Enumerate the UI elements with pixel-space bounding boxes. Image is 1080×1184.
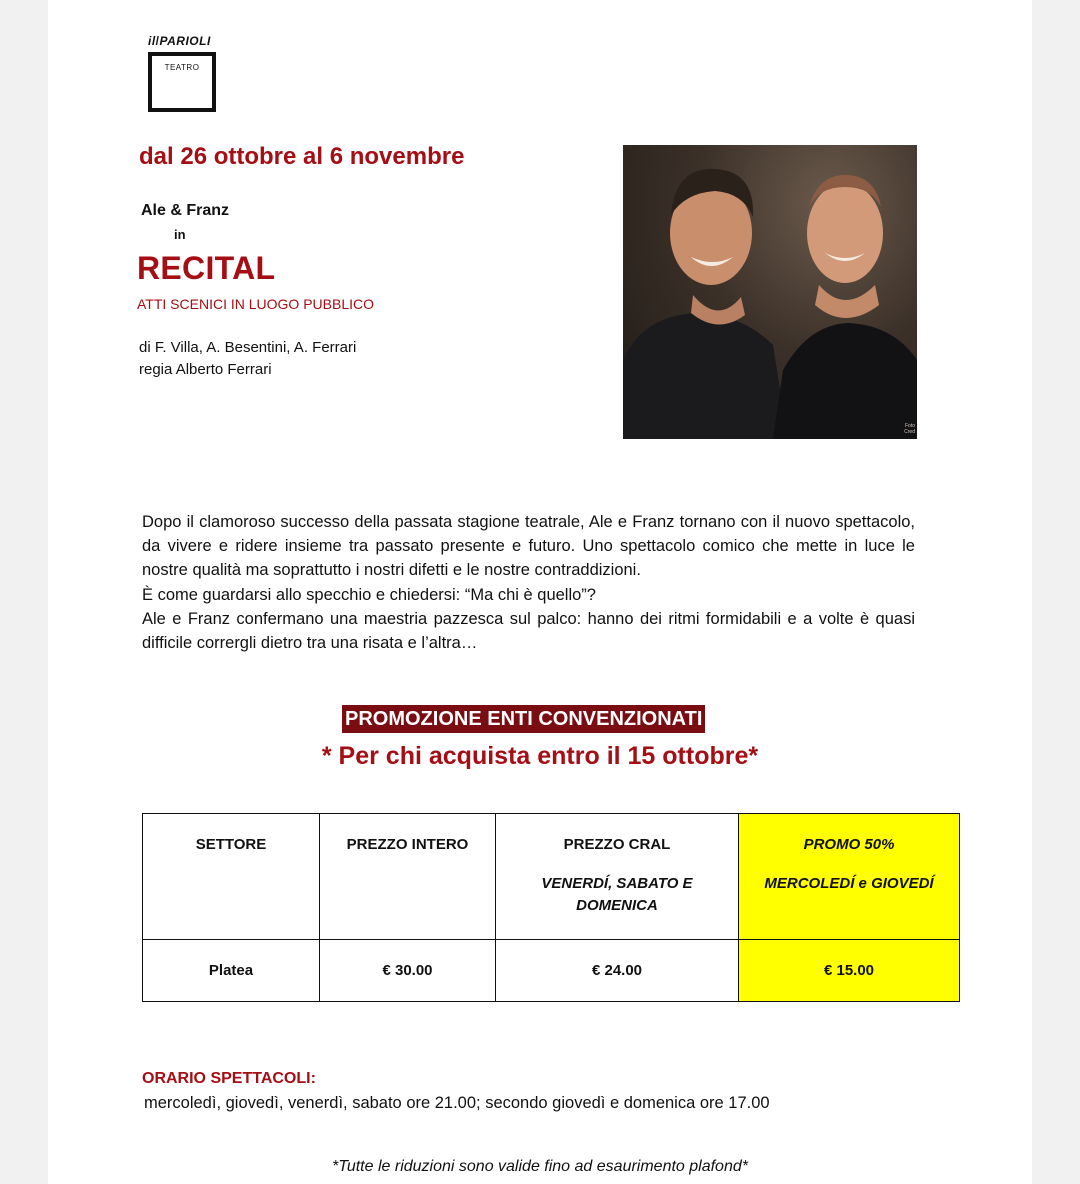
cell-prezzo-cral: € 24.00 <box>496 940 739 1002</box>
photo-credit: Foto Cred <box>904 423 915 435</box>
table-row <box>143 940 960 1002</box>
logo-name: PARIOLI <box>159 34 211 48</box>
artists-photo <box>623 145 917 439</box>
description-paragraph: Ale e Franz confermano una maestria pazzesca sul palco: hanno dei ritmi formidabili e a volte è quasi difficile corrergli dietro tra una risata e l’altra… <box>142 609 915 653</box>
description-paragraph: È come guardarsi allo specchio e chiedersi: “Ma chi è quello”? <box>142 585 596 604</box>
in-label: in <box>174 227 186 242</box>
director-line: regia Alberto Ferrari <box>139 361 272 378</box>
cral-days-note: VENERDÍ, SABATO E DOMENICA <box>541 875 693 914</box>
logo-box <box>148 52 216 112</box>
header-prezzo-intero: PREZZO INTERO <box>320 814 496 940</box>
schedule-text: mercoledì, giovedì, venerdì, sabato ore 21.00; secondo giovedì e domenica ore 17.00 <box>144 1094 770 1112</box>
show-dates: dal 26 ottobre al 6 novembre <box>139 143 465 170</box>
table-header-row <box>143 814 960 940</box>
show-subtitle: ATTI SCENICI IN LUOGO PUBBLICO <box>137 296 375 312</box>
cell-prezzo-intero: € 30.00 <box>320 940 496 1002</box>
promo-days-note: MERCOLEDÍ e GIOVEDÍ <box>764 875 934 892</box>
document-page: il/PARIOLI TEATRO dal 26 ottobre al 6 novembre Ale & Franz in RECITAL ATTI SCENICI IN LUOGO PUBBLICO di F. Villa, A. Besentini, A. Ferrari regia Alberto Ferrari Foto Cred Dopo il clamoroso successo della passata stagione teatrale, Ale e Franz tornano con il nuovo spettacolo, da vivere e ridere insieme tra passato presente e futuro. Uno spettacolo comico che mette in luce le nostre qualità ma soprattutto i nostri difetti e le nostre contraddizioni. È come guardarsi allo specchio e chiedersi: “Ma chi è quello”? Ale e Franz confermano una maestria pazzesca sul palco: hanno dei ritmi formidabili e a volte è quasi difficile corrergli dietro tra una risata e l’altra… PROMOZIONE ENTI CONVENZIONATI * Per chi acquista entro il 15 ottobre* SETTORE PREZZO INTERO PREZZO CRAL VENERDÍ, SABATO E DOMENICA PROMO 50% MERCOLEDÍ e GIOVEDÍ Platea € 30.00 € 24.00 € 15.00 ORARIO SPETTACOLI: mercoledì, giovedì, venerdì, sabato ore 21.00; secondo giovedì e domenica ore 17.00 *Tutte le riduzioni sono valide fino ad esaurimento plafond* <box>48 0 1032 1184</box>
artists-illustration <box>623 145 917 439</box>
header-prezzo-cral: PREZZO CRAL VENERDÍ, SABATO E DOMENICA <box>496 814 739 940</box>
logo-box-label: TEATRO <box>164 63 200 72</box>
description-paragraph: Dopo il clamoroso successo della passata stagione teatrale, Ale e Franz tornano con il nuovo spettacolo, da vivere e ridere insieme tra passato presente e futuro. Uno spettacolo comico che mette in luce le nostre qualità ma soprattutto i nostri difetti e le nostre contraddizioni. <box>142 513 915 580</box>
show-description <box>142 510 915 655</box>
artist-name: Ale & Franz <box>141 202 230 219</box>
schedule-label: ORARIO SPETTACOLI: <box>142 1070 316 1087</box>
show-title: RECITAL <box>137 250 276 286</box>
cell-promo: € 15.00 <box>739 940 960 1002</box>
promo-subheading: * Per chi acquista entro il 15 ottobre* <box>321 742 759 770</box>
header-promo: PROMO 50% MERCOLEDÍ e GIOVEDÍ <box>739 814 960 940</box>
logo-prefix: il <box>148 34 156 48</box>
authors-line: di F. Villa, A. Besentini, A. Ferrari <box>139 339 357 356</box>
price-table <box>142 813 960 1002</box>
cell-settore: Platea <box>143 940 320 1002</box>
promo-heading: PROMOZIONE ENTI CONVENZIONATI <box>342 705 705 733</box>
header-settore: SETTORE <box>143 814 320 940</box>
footnote: *Tutte le riduzioni sono valide fino ad esaurimento plafond* <box>332 1158 748 1175</box>
show-credits <box>139 337 356 381</box>
